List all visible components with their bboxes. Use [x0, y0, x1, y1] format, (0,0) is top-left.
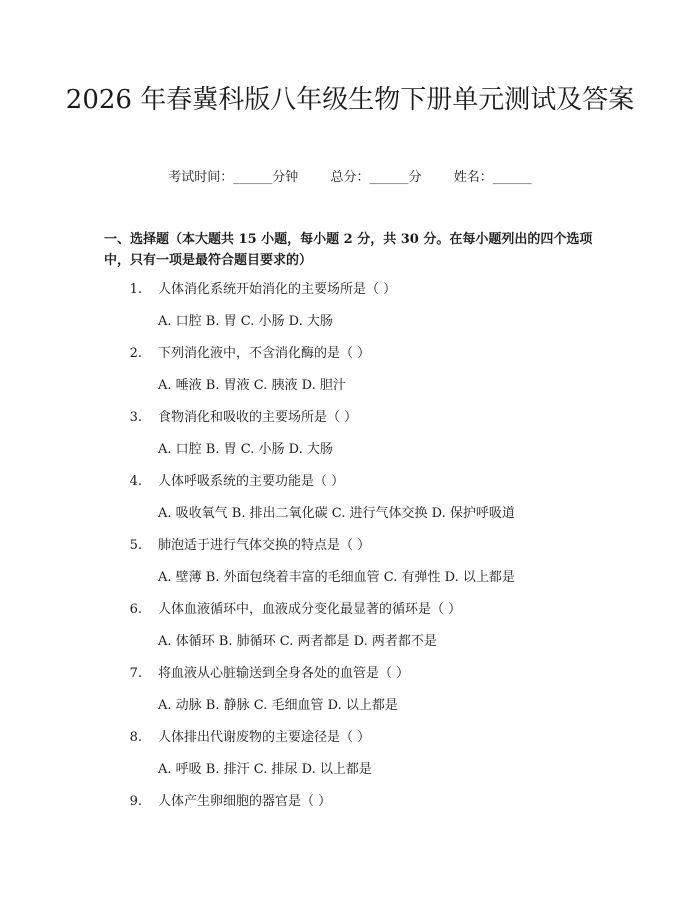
exam-time-field: 考试时间：______分钟 — [168, 170, 299, 185]
question-text: 人体排出代谢废物的主要途径是（ ） — [158, 730, 371, 745]
question-line — [0, 344, 700, 364]
question-list — [0, 280, 700, 856]
exam-info-line — [0, 168, 700, 188]
question-number: 5. — [129, 538, 142, 553]
question-line — [0, 728, 700, 748]
question-line — [0, 792, 700, 812]
question-line — [0, 280, 700, 300]
question-number: 1. — [129, 282, 142, 297]
question-options: A. 唾液 B. 胃液 C. 胰液 D. 胆汁 — [158, 378, 346, 393]
question-line — [0, 472, 700, 492]
section-heading: 一、选择题（本大题共 15 小题，每小题 2 分，共 30 分。在每小题列出的四个选项中，只有一项是最符合题目要求的） — [104, 232, 593, 268]
question-options: A. 体循环 B. 肺循环 C. 两者都是 D. 两者都不是 — [158, 634, 437, 649]
question-item — [0, 536, 700, 600]
question-options: A. 呼吸 B. 排汗 C. 排尿 D. 以上都是 — [158, 762, 372, 777]
question-number: 9. — [129, 794, 142, 809]
question-text: 食物消化和吸收的主要场所是（ ） — [158, 410, 358, 425]
question-item — [0, 344, 700, 408]
question-number: 7. — [129, 666, 142, 681]
document-title: 2026 年春冀科版八年级生物下册单元测试及答案 — [65, 85, 635, 115]
question-options: A. 口腔 B. 胃 C. 小肠 D. 大肠 — [158, 442, 333, 457]
question-number: 6. — [129, 602, 142, 617]
question-text: 人体产生卵细胞的器官是（ ） — [158, 794, 332, 809]
question-item — [0, 408, 700, 472]
question-number: 3. — [129, 410, 142, 425]
total-score-field: 总分：______分 — [330, 170, 422, 185]
question-text: 将血液从心脏输送到全身各处的血管是（ ） — [158, 666, 410, 681]
question-options: A. 口腔 B. 胃 C. 小肠 D. 大肠 — [158, 314, 333, 329]
question-line — [0, 408, 700, 428]
question-line — [0, 664, 700, 684]
question-options: A. 吸收氧气 B. 排出二氧化碳 C. 进行气体交换 D. 保护呼吸道 — [158, 506, 515, 521]
question-options: A. 动脉 B. 静脉 C. 毛细血管 D. 以上都是 — [158, 698, 398, 713]
question-text: 肺泡适于进行气体交换的特点是（ ） — [158, 538, 371, 553]
question-item — [0, 664, 700, 728]
question-line — [0, 600, 700, 620]
question-text: 人体呼吸系统的主要功能是（ ） — [158, 474, 345, 489]
question-item — [0, 600, 700, 664]
question-item — [0, 280, 700, 344]
student-name-field: 姓名：______ — [453, 170, 532, 185]
question-text: 人体消化系统开始消化的主要场所是（ ） — [158, 282, 397, 297]
question-item — [0, 792, 700, 856]
question-text: 人体血液循环中，血液成分变化最显著的循环是（ ） — [158, 602, 462, 617]
question-line — [0, 536, 700, 556]
question-number: 8. — [129, 730, 142, 745]
question-number: 4. — [129, 474, 142, 489]
question-item — [0, 472, 700, 536]
question-item — [0, 728, 700, 792]
question-text: 下列消化液中，不含消化酶的是（ ） — [158, 346, 371, 361]
question-number: 2. — [129, 346, 142, 361]
question-options: A. 壁薄 B. 外面包绕着丰富的毛细血管 C. 有弹性 D. 以上都是 — [158, 570, 515, 585]
